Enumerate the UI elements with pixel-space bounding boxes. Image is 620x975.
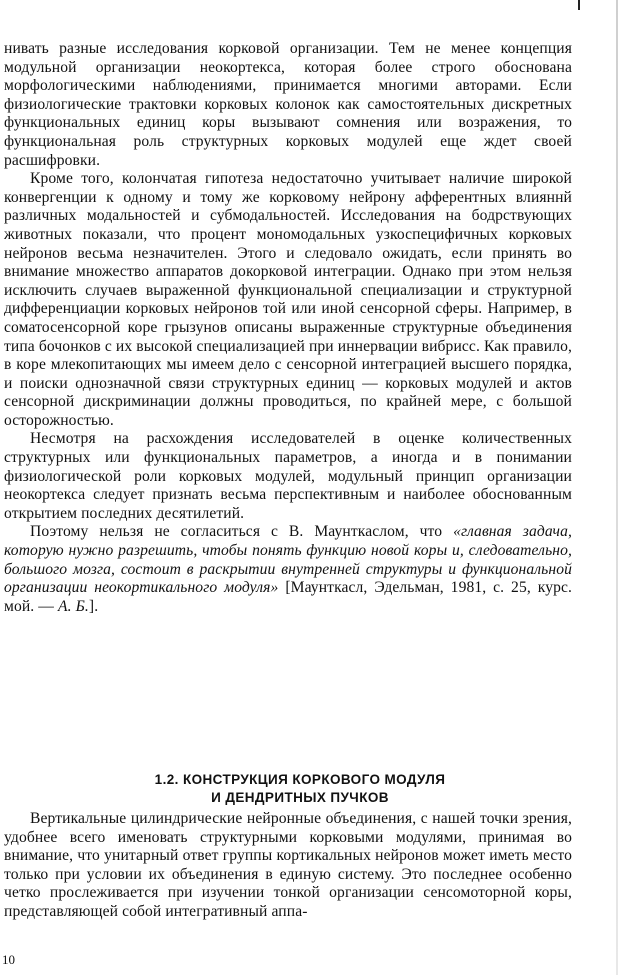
text-segment: Поэтому нельзя не согласиться с В. Маунткаслом, что	[30, 523, 454, 541]
page-edge	[616, 0, 618, 975]
paragraph	[4, 810, 572, 922]
text-segment: [Маунткасл, Эдельман, 1981, с. 25, курс. мой. —	[4, 579, 573, 615]
text-segment: нивать разные исследования корковой организации. Тем не менее концепция модульной организации неокортекса, которая более строго обоснована морфологическими наблюдениями, принимается многими авторами. Если физиологические трактовки корковых колонок как самостоятельных дискретных функциональных единиц коры вызывают сомнения или возражения, то функциональная роль структурных корковых модулей еще ждет своей расшифровки.	[4, 40, 572, 169]
page-number: 10	[2, 952, 15, 967]
section-heading-line-1: 1.2. КОНСТРУКЦИЯ КОРКОВОГО МОДУЛЯ	[154, 772, 446, 787]
body-text-top	[4, 40, 572, 616]
paragraph	[4, 430, 572, 523]
paragraph	[4, 170, 572, 430]
text-segment: ].	[88, 597, 99, 615]
text-segment: Вертикальные цилиндрические нейронные объединения, с нашей точки зрения, удобнее всего именовать структурными корковыми модулями, принимая во внимание, что унитарный ответ группы кортикальных нейронов может иметь место только при условии их объединения в единую систему. Это последнее особенно четко прослеживается при изучении тонкой организации сенсомоторной коры, представляющей собой интегративный аппа-	[4, 810, 572, 920]
body-text-bottom	[4, 810, 572, 922]
paragraph	[4, 40, 572, 170]
scan-mark	[578, 0, 580, 10]
section-heading	[80, 771, 520, 807]
paragraph	[4, 523, 572, 616]
italic-text-segment: «главная задача, которую нужно разрешить, чтобы понять функцию новой коры и, следовательно, большого мозга, состоит в раскрытии внутренней структуры и функциональной организации неокортикального модуля»	[4, 523, 572, 597]
italic-text-segment: А. Б.	[58, 597, 89, 615]
text-segment: Кроме того, колончатая гипотеза недостаточно учитывает наличие широкой конвергенции к одному и тому же корковому нейрону афферентных влияннй различных модальностей и субмодальностей. Исследования на бодрствующих животных показали, что процент мономодальных узкоспецифичных корковых нейронов весьма незначителен. Этого и следовало ожидать, если принять во внимание множество аппаратов докорковой интеграции. Однако при этом нельзя исключить случаев выраженной функциональной специализации и структурной дифференциации корковых нейронов той или иной сенсорной сферы. Например, в соматосенсорной коре грызунов описаны выраженные структурные объединения типа бочонков с их высокой специализацией при иннервации вибрисс. Как правило, в коре млекопитающих мы имеем дело с сенсорной интеграцией высшего порядка, и поиски однозначной связи структурных единиц — корковых модулей и актов сенсорной дискриминации должны проводиться, по крайней мере, с большой осторожностью.	[4, 170, 572, 429]
section-heading-line-2: И ДЕНДРИТНЫХ ПУЧКОВ	[211, 790, 389, 805]
text-segment: Несмотря на расхождения исследователей в оценке количественных структурных или функциональных параметров, а иногда и в понимании физиологической роли корковых модулей, модульный принцип организации неокортекса следует признать весьма перспективным и наиболее обоснованным открытием последних десятилетий.	[4, 430, 572, 522]
